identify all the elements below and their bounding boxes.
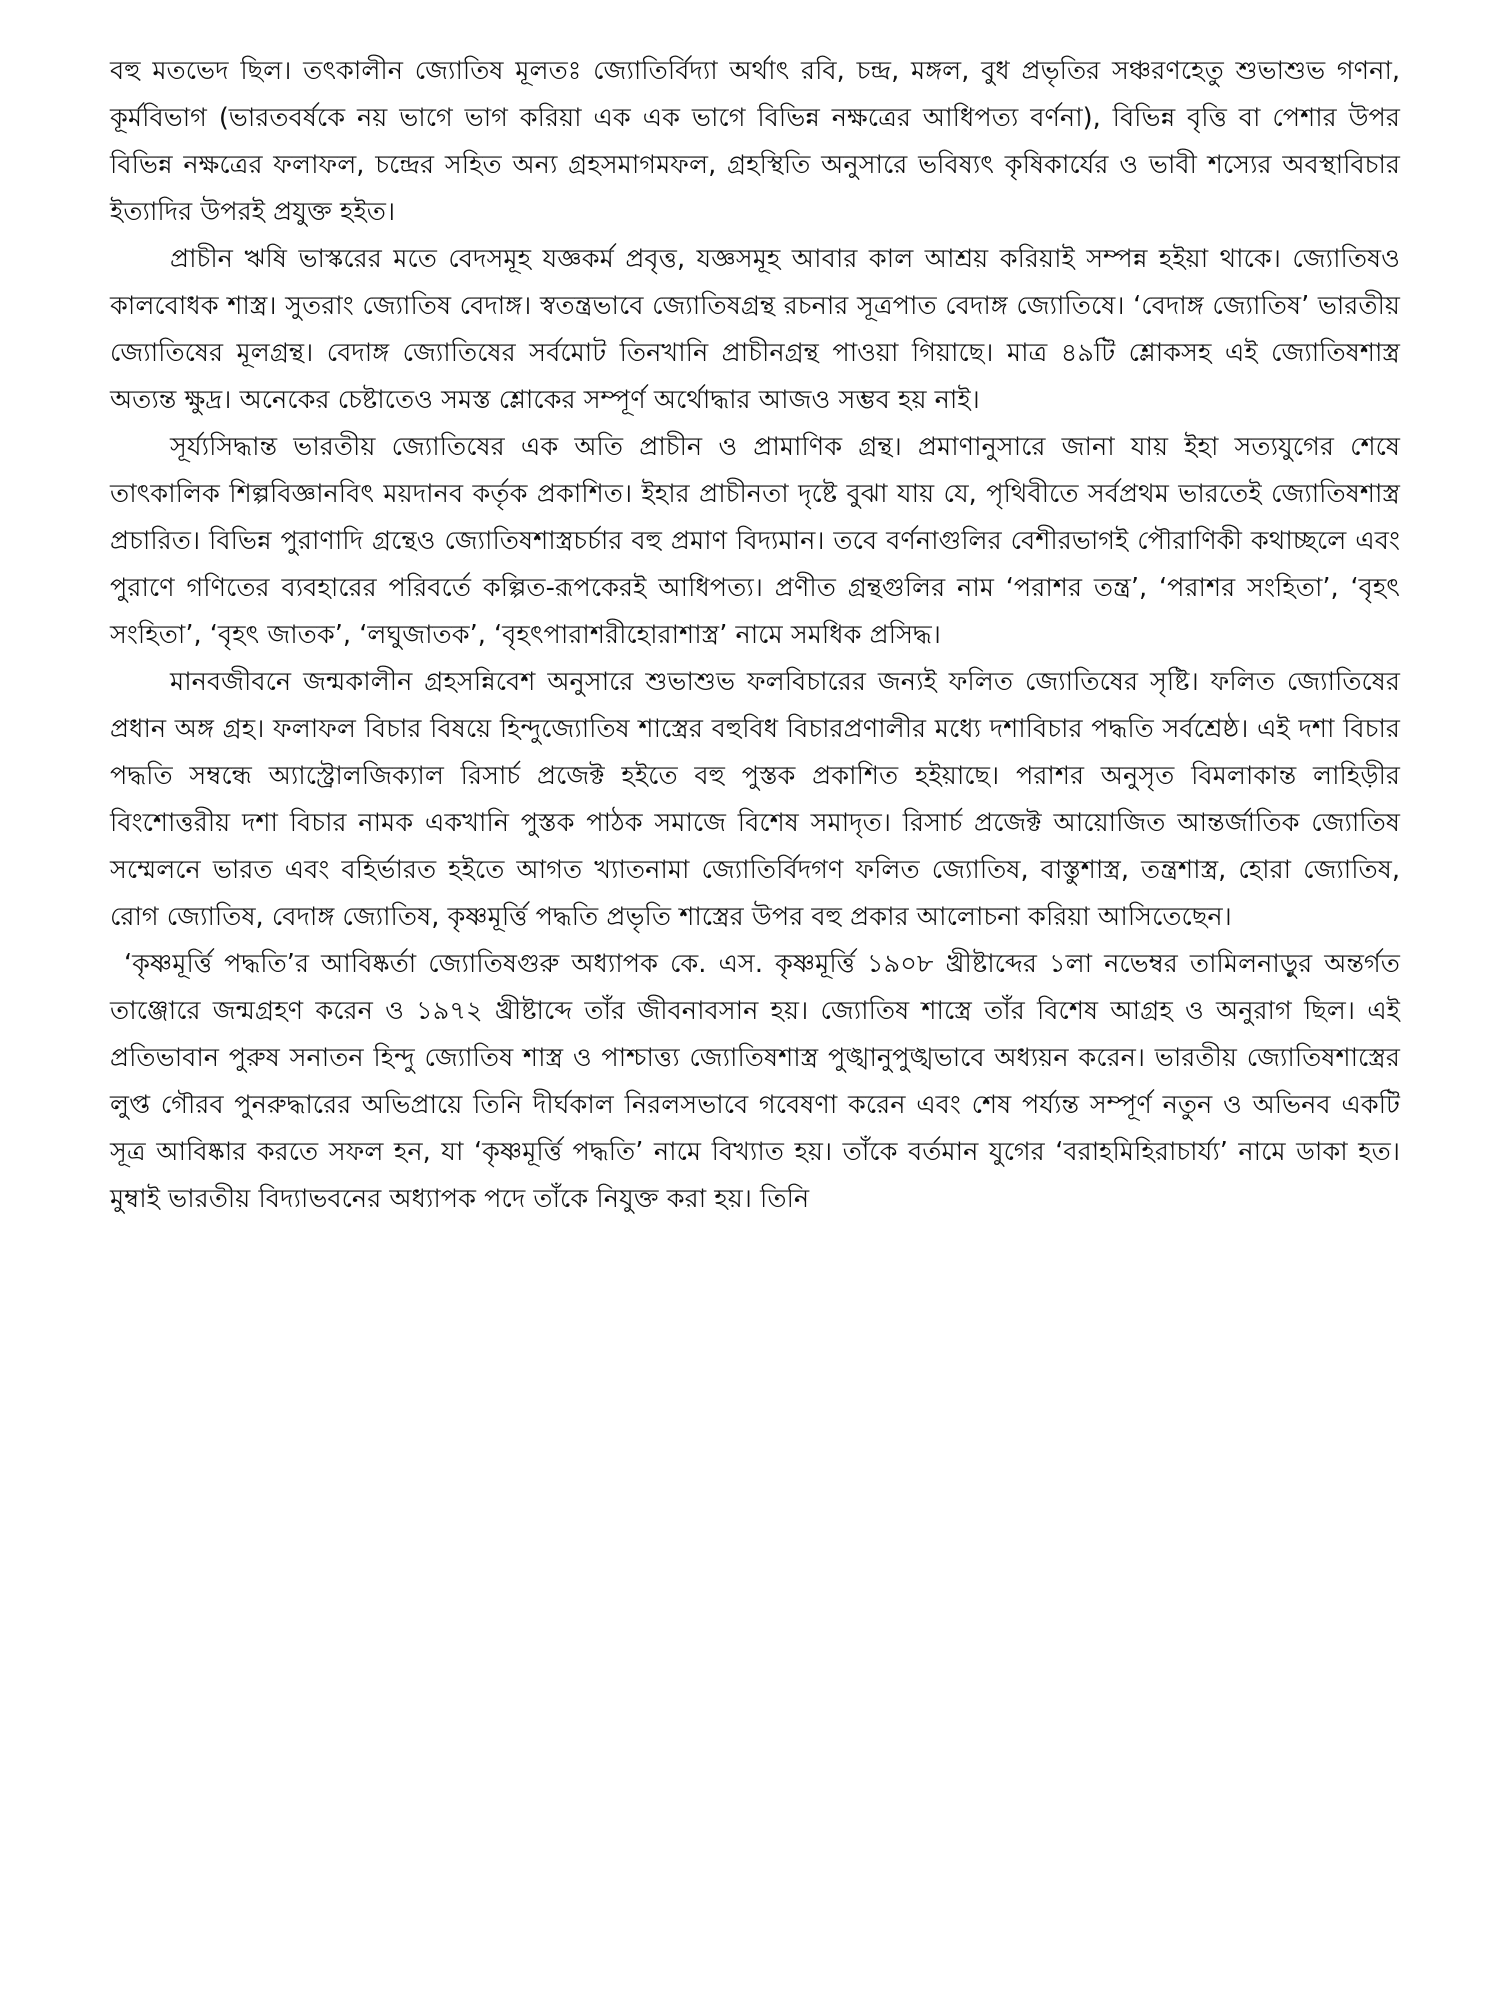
document-page: [110, 48, 1400, 1223]
paragraph-1: বহু মতভেদ ছিল। তৎকালীন জ্যোতিষ মূলতঃ জ্যোতির্বিদ্যা অর্থাৎ রবি, চন্দ্র, মঙ্গল, বুধ প্রভৃতির সঞ্চরণহেতু শুভাশুভ গণনা, কূর্মবিভাগ (ভারতবর্ষকে নয় ভাগে ভাগ করিয়া এক এক ভাগে বিভিন্ন নক্ষত্রের আধিপত্য বর্ণনা), বিভিন্ন বৃত্তি বা পেশার উপর বিভিন্ন নক্ষত্রের ফলাফল, চন্দ্রের সহিত অন্য গ্রহসমাগমফল, গ্রহস্থিতি অনুসারে ভবিষ্যৎ কৃষিকার্যের ও ভাবী শস্যের অবস্থাবিচার ইত্যাদির উপরই প্রযুক্ত হইত।: [110, 56, 1400, 227]
paragraph-3: সূর্য্যসিদ্ধান্ত ভারতীয় জ্যোতিষের এক অতি প্রাচীন ও প্রামাণিক গ্রন্থ। প্রমাণানুসারে জানা যায় ইহা সত্যযুগের শেষে তাৎকালিক শিল্পবিজ্ঞানবিৎ ময়দানব কর্তৃক প্রকাশিত। ইহার প্রাচীনতা দৃষ্টে বুঝা যায় যে, পৃথিবীতে সর্বপ্রথম ভারতেই জ্যোতিষশাস্ত্র প্রচারিত। বিভিন্ন পুরাণাদি গ্রন্থেও জ্যোতিষশাস্ত্রচর্চার বহু প্রমাণ বিদ্যমান। তবে বর্ণনাগুলির বেশীরভাগই পৌরাণিকী কথাচ্ছলে এবং পুরাণে গণিতের ব্যবহারের পরিবর্তে কল্পিত-রূপকেরই আধিপত্য। প্রণীত গ্রন্থগুলির নাম ‘পরাশর তন্ত্র’, ‘পরাশর সংহিতা’, ‘বৃহৎ সংহিতা’, ‘বৃহৎ জাতক’, ‘লঘুজাতক’, ‘বৃহৎপারাশরীহোরাশাস্ত্র’ নামে সমধিক প্রসিদ্ধ।: [110, 432, 1400, 650]
paragraph-2: প্রাচীন ঋষি ভাস্করের মতে বেদসমূহ যজ্ঞকর্ম প্রবৃত্ত, যজ্ঞসমূহ আবার কাল আশ্রয় করিয়াই সম্পন্ন হইয়া থাকে। জ্যোতিষও কালবোধক শাস্ত্র। সুতরাং জ্যোতিষ বেদাঙ্গ। স্বতন্ত্রভাবে জ্যোতিষগ্রন্থ রচনার সূত্রপাত বেদাঙ্গ জ্যোতিষে। ‘বেদাঙ্গ জ্যোতিষ’ ভারতীয় জ্যোতিষের মূলগ্রন্থ। বেদাঙ্গ জ্যোতিষের সর্বমোট তিনখানি প্রাচীনগ্রন্থ পাওয়া গিয়াছে। মাত্র ৪৯টি শ্লোকসহ এই জ্যোতিষশাস্ত্র অত্যন্ত ক্ষুদ্র। অনেকের চেষ্টাতেও সমস্ত শ্লোকের সম্পূর্ণ অর্থোদ্ধার আজও সম্ভব হয় নাই।: [110, 244, 1400, 415]
paragraph-4: মানবজীবনে জন্মকালীন গ্রহসন্নিবেশ অনুসারে শুভাশুভ ফলবিচারের জন্যই ফলিত জ্যোতিষের সৃষ্টি। ফলিত জ্যোতিষের প্রধান অঙ্গ গ্রহ। ফলাফল বিচার বিষয়ে হিন্দুজ্যোতিষ শাস্ত্রের বহুবিধ বিচারপ্রণালীর মধ্যে দশাবিচার পদ্ধতি সর্বশ্রেষ্ঠ। এই দশা বিচার পদ্ধতি সম্বন্ধে অ্যাস্ট্রোলজিক্যাল রিসার্চ প্রজেক্ট হইতে বহু পুস্তক প্রকাশিত হইয়াছে। পরাশর অনুসৃত বিমলাকান্ত লাহিড়ীর বিংশোত্তরীয় দশা বিচার নামক একখানি পুস্তক পাঠক সমাজে বিশেষ সমাদৃত। রিসার্চ প্রজেক্ট আয়োজিত আন্তর্জাতিক জ্যোতিষ সম্মেলনে ভারত এবং বহির্ভারত হইতে আগত খ্যাতনামা জ্যোতির্বিদগণ ফলিত জ্যোতিষ, বাস্তুশাস্ত্র, তন্ত্রশাস্ত্র, হোরা জ্যোতিষ, রোগ জ্যোতিষ, বেদাঙ্গ জ্যোতিষ, কৃষ্ণমূর্ত্তি পদ্ধতি প্রভৃতি শাস্ত্রের উপর বহু প্রকার আলোচনা করিয়া আসিতেছেন।: [110, 667, 1400, 932]
paragraph-5: ‘কৃষ্ণমূর্ত্তি পদ্ধতি’র আবিষ্কর্তা জ্যোতিষগুরু অধ্যাপক কে. এস. কৃষ্ণমূর্ত্তি ১৯০৮ খ্রীষ্টাব্দের ১লা নভেম্বর তামিলনাড়ুর অন্তর্গত তাঞ্জোরে জন্মগ্রহণ করেন ও ১৯৭২ খ্রীষ্টাব্দে তাঁর জীবনাবসান হয়। জ্যোতিষ শাস্ত্রে তাঁর বিশেষ আগ্রহ ও অনুরাগ ছিল। এই প্রতিভাবান পুরুষ সনাতন হিন্দু জ্যোতিষ শাস্ত্র ও পাশ্চাত্ত্য জ্যোতিষশাস্ত্র পুঙ্খানুপুঙ্খভাবে অধ্যয়ন করেন। ভারতীয় জ্যোতিষশাস্ত্রের লুপ্ত গৌরব পুনরুদ্ধারের অভিপ্রায়ে তিনি দীর্ঘকাল নিরলসভাবে গবেষণা করেন এবং শেষ পর্য্যন্ত সম্পূর্ণ নতুন ও অভিনব একটি সূত্র আবিষ্কার করতে সফল হন, যা ‘কৃষ্ণমূর্ত্তি পদ্ধতি’ নামে বিখ্যাত হয়। তাঁকে বর্তমান যুগের ‘বরাহমিহিরাচার্য্য’ নামে ডাকা হত। মুম্বাই ভারতীয় বিদ্যাভবনের অধ্যাপক পদে তাঁকে নিযুক্ত করা হয়। তিনি: [110, 949, 1400, 1214]
